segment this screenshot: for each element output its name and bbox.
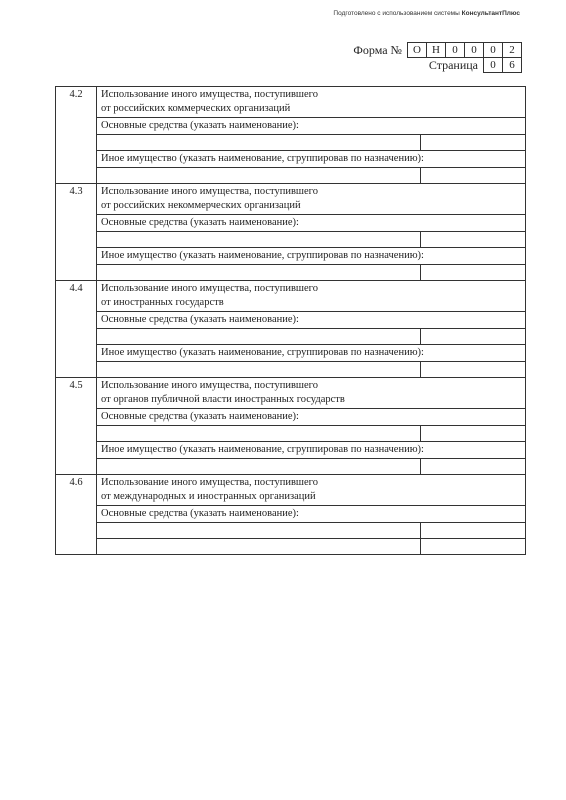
form-code-char: Н [426, 43, 445, 57]
other-property-entry[interactable] [97, 459, 525, 474]
fixed-assets-label: Основные средства (указать наименование): [101, 314, 299, 325]
other-property-entry[interactable] [97, 168, 525, 183]
fixed-assets-label: Основные средства (указать наименование): [101, 217, 299, 228]
section-number: 4.5 [56, 378, 97, 475]
fixed-assets-label: Основные средства (указать наименование): [101, 120, 299, 131]
section-title: Использование иного имущества, поступившего от иностранных государств [101, 283, 318, 308]
fixed-assets-entry[interactable] [97, 329, 525, 345]
fixed-assets-entry[interactable] [97, 426, 525, 442]
form-number-row [353, 42, 522, 58]
section-row [56, 281, 526, 378]
other-property-entry[interactable] [97, 362, 525, 377]
section-body [97, 281, 526, 378]
other-property-label: Иное имущество (указать наименование, сгруппировав по назначению): [101, 444, 424, 455]
other-property-label: Иное имущество (указать наименование, сгруппировав по назначению): [101, 153, 424, 164]
form-code-char: 2 [502, 43, 521, 57]
consultant-plus-note [333, 10, 520, 17]
section-number: 4.6 [56, 475, 97, 555]
fixed-assets-entry[interactable] [97, 135, 525, 151]
form-number-boxes [407, 42, 522, 58]
form-code-char: 0 [445, 43, 464, 57]
other-property-entry[interactable] [97, 265, 525, 280]
fixed-assets-label: Основные средства (указать наименование): [101, 508, 299, 519]
page-number-boxes [483, 57, 522, 73]
section-body [97, 378, 526, 475]
page-number-row [429, 57, 522, 73]
section-row [56, 475, 526, 555]
section-title: Использование иного имущества, поступившего от органов публичной власти иностранных государств [101, 380, 345, 405]
section-title: Использование иного имущества, поступившего от международных и иностранных организаций [101, 477, 318, 502]
note-prefix: Подготовлено с использованием системы [333, 10, 460, 17]
page-number-char: 6 [502, 58, 521, 72]
section-body [97, 475, 526, 555]
section-row [56, 184, 526, 281]
section-body [97, 184, 526, 281]
property-usage-table [55, 86, 526, 555]
page-number-char: 0 [490, 59, 496, 71]
section-row [56, 378, 526, 475]
other-property-label: Иное имущество (указать наименование, сгруппировав по назначению): [101, 347, 424, 358]
section-body [97, 87, 526, 184]
form-code-char: 0 [464, 43, 483, 57]
page-number-label: Страница [428, 57, 478, 72]
fixed-assets-entry[interactable] [97, 232, 525, 248]
section-number: 4.3 [56, 184, 97, 281]
fixed-assets-entry[interactable] [97, 523, 525, 539]
section-number: 4.2 [56, 87, 97, 184]
fixed-assets-label: Основные средства (указать наименование): [101, 411, 299, 422]
other-property-label: Иное имущество (указать наименование, сгруппировав по назначению): [101, 250, 424, 261]
form-number-label: Форма № [353, 42, 402, 57]
fixed-assets-entry[interactable] [97, 539, 525, 554]
form-code-char: 0 [483, 43, 502, 57]
form-code-char: О [413, 44, 421, 56]
note-brand: КонсультантПлюс [461, 10, 520, 17]
section-row [56, 87, 526, 184]
section-title: Использование иного имущества, поступившего от российских некоммерческих организаций [101, 186, 318, 211]
section-number: 4.4 [56, 281, 97, 378]
section-title: Использование иного имущества, поступившего от российских коммерческих организаций [101, 89, 318, 114]
